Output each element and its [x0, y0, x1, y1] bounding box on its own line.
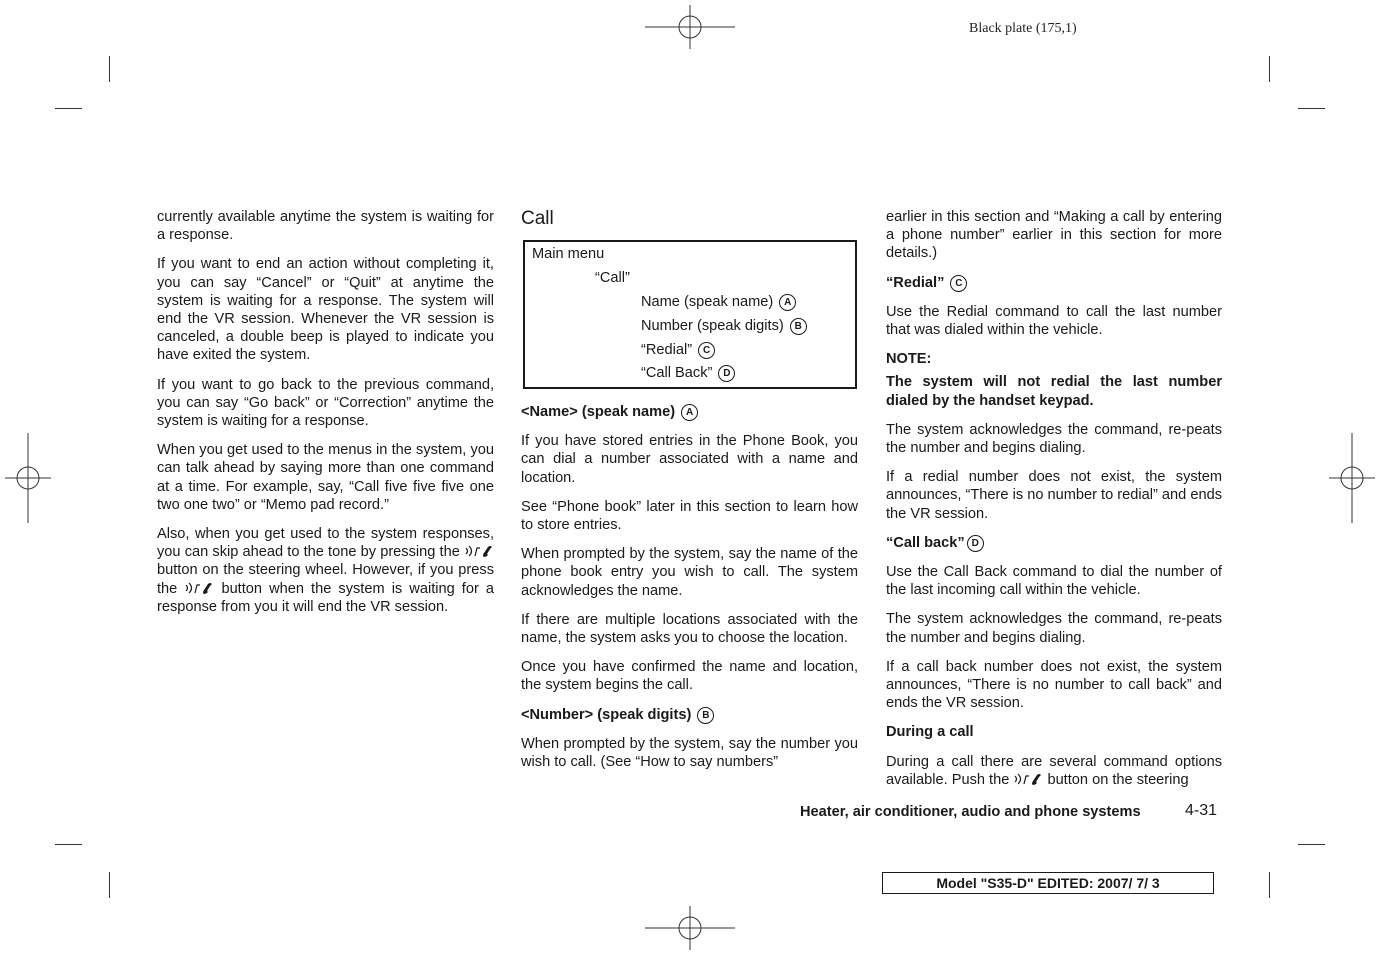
- registration-mark-left: [5, 433, 51, 523]
- crop-mark: [1298, 844, 1325, 845]
- menu-item-b: [641, 317, 807, 335]
- paragraph: When prompted by the system, say the name of the phone book entry you wish to call. The system acknowledges the name.: [521, 546, 858, 599]
- paragraph: If a redial number does not exist, the system announces, “There is no number to redial” and ends the VR session.: [886, 469, 1222, 522]
- section-title: Call: [521, 208, 554, 229]
- text-fragment: button on the steering wheel. However, if you press the: [157, 562, 494, 597]
- menu-item-c: [641, 341, 715, 359]
- talk-phone-icon: [184, 581, 214, 595]
- paragraph: [886, 753, 1222, 789]
- registration-mark-right: [1329, 433, 1375, 523]
- heading-text: <Number> (speak digits): [521, 706, 692, 723]
- heading-number: [521, 706, 858, 724]
- paragraph: If there are multiple locations associated with the name, the system asks you to choose the location.: [521, 611, 858, 647]
- page-number: 4-31: [1185, 802, 1218, 819]
- marker-c: C: [698, 342, 715, 359]
- paragraph: earlier in this section and “Making a call by entering a phone number” earlier in this section for more details.): [886, 209, 1222, 262]
- text-fragment: button on the steering: [1047, 771, 1189, 788]
- talk-phone-icon: [464, 544, 494, 558]
- paragraph: If a call back number does not exist, the system announces, “There is no number to call back” and ends the VR session.: [886, 658, 1222, 712]
- marker-b: B: [790, 318, 807, 335]
- text-fragment: button when the system is waiting for a response from you it will end the VR session.: [157, 580, 495, 615]
- model-edited-box: Model "S35-D" EDITED: 2007/ 7/ 3: [882, 872, 1214, 894]
- paragraph: Use the Call Back command to dial the number of the last incoming call within the vehicle.: [886, 564, 1222, 599]
- note-text: The system will not redial the last number dialed by the handset keypad.: [886, 374, 1222, 409]
- menu-main: Main menu: [532, 246, 605, 262]
- heading-during-call: During a call: [886, 724, 974, 741]
- paragraph: The system acknowledges the command, re-peats the number and begins dialing.: [886, 611, 1222, 646]
- paragraph: [157, 525, 494, 616]
- crop-mark: [1269, 56, 1270, 82]
- column-middle: [521, 208, 858, 782]
- marker-d: D: [718, 365, 735, 382]
- menu-diagram: [523, 240, 857, 389]
- registration-mark-bottom: [645, 906, 735, 950]
- footer-section-title: Heater, air conditioner, audio and phone systems: [800, 804, 1141, 820]
- menu-item-a: [641, 293, 796, 311]
- paragraph: The system acknowledges the command, re-peats the number and begins dialing.: [886, 421, 1222, 457]
- menu-item-d: [641, 364, 735, 382]
- plate-label: Black plate (175,1): [969, 21, 1077, 36]
- menu-call: “Call”: [595, 270, 630, 286]
- marker-b: B: [697, 707, 714, 724]
- crop-mark: [55, 844, 82, 845]
- text-fragment: During a call there are several command options available. Push the: [886, 753, 1222, 788]
- crop-mark: [1298, 108, 1325, 109]
- paragraph: currently available anytime the system is waiting for a response.: [157, 209, 494, 244]
- crop-mark: [109, 56, 110, 82]
- heading-redial: [886, 274, 1222, 292]
- marker-c: C: [950, 275, 967, 292]
- talk-phone-icon: [1013, 772, 1043, 786]
- marker-a: A: [681, 404, 698, 421]
- crop-mark: [1269, 872, 1270, 898]
- column-right: [886, 208, 1222, 800]
- menu-item-label: “Redial”: [641, 342, 693, 358]
- note-label: NOTE:: [886, 351, 932, 368]
- paragraph: If you have stored entries in the Phone Book, you can dial a number associated with a name and location.: [521, 433, 858, 486]
- heading-text: “Call back”: [886, 534, 965, 551]
- menu-item-label: Number (speak digits): [641, 318, 784, 334]
- text-fragment: Also, when you get used to the system responses, you can skip ahead to the tone by pressing the: [157, 526, 494, 561]
- paragraph: When you get used to the menus in the system, you can talk ahead by saying more than one command at a time. For example, say, “Call five five five one two one two” or “Memo pad record.”: [157, 442, 494, 513]
- paragraph: See “Phone book” later in this section to learn how to store entries.: [521, 498, 858, 534]
- heading-text: “Redial”: [886, 274, 945, 291]
- paragraph: If you want to end an action without completing it, you can say “Cancel” or “Quit” at anytime the system is waiting for a response. The system will end the VR session. Whenever the VR session is canceled, a double beep is played to indicate you have exited the system.: [157, 256, 494, 364]
- registration-mark-top: [645, 5, 735, 49]
- column-left: [157, 208, 494, 627]
- menu-item-label: “Call Back”: [641, 365, 713, 381]
- crop-mark: [55, 108, 82, 109]
- marker-d: D: [967, 535, 984, 552]
- paragraph: Once you have confirmed the name and location, the system begins the call.: [521, 659, 858, 694]
- paragraph: If you want to go back to the previous command, you can say “Go back” or “Correction” anytime the system is waiting for a response.: [157, 376, 494, 430]
- menu-item-label: Name (speak name): [641, 294, 774, 310]
- heading-callback: [886, 534, 1222, 552]
- heading-name: [521, 403, 858, 421]
- paragraph: Use the Redial command to call the last number that was dialed within the vehicle.: [886, 303, 1222, 339]
- crop-mark: [109, 872, 110, 898]
- heading-text: <Name> (speak name): [521, 404, 676, 420]
- marker-a: A: [779, 294, 796, 311]
- paragraph: When prompted by the system, say the number you wish to call. (See “How to say numbers”: [521, 735, 858, 771]
